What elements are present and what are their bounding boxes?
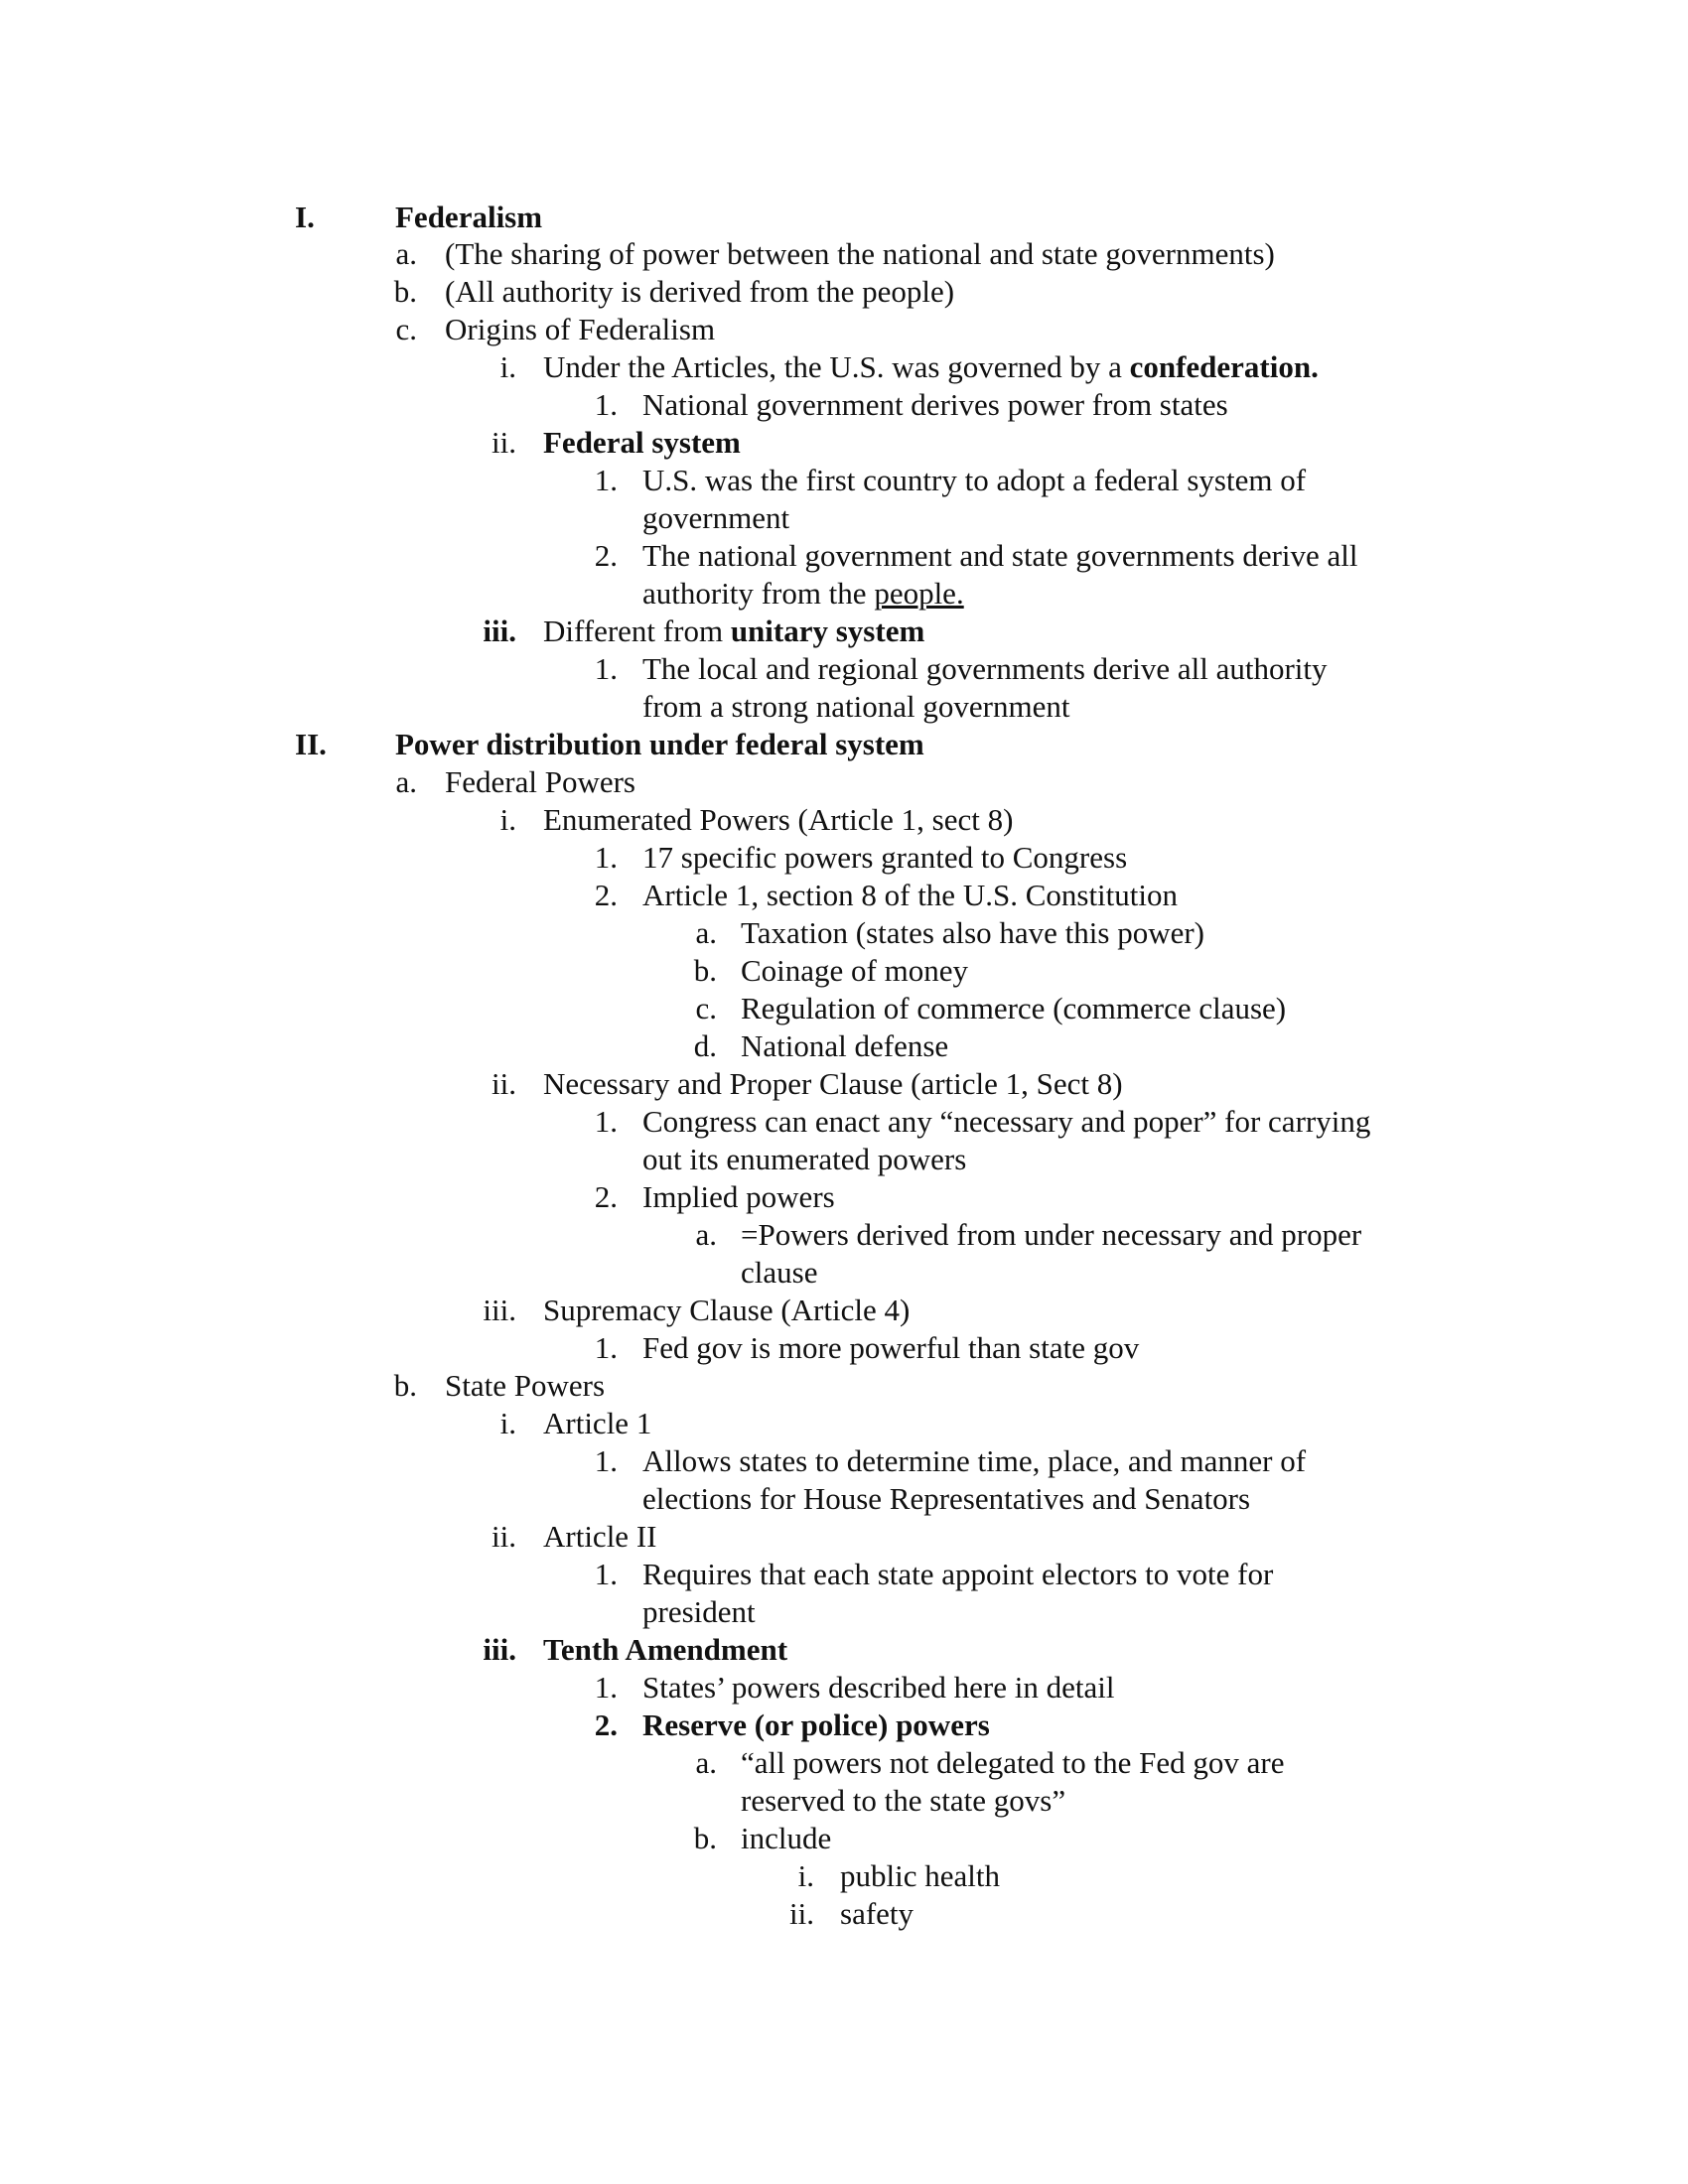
text-run: authority from the	[642, 576, 875, 611]
outline-text	[642, 1669, 1114, 1706]
outline-line	[0, 273, 1688, 311]
outline-line	[0, 462, 1688, 499]
outline-text	[642, 650, 1328, 688]
outline-marker: ii.	[789, 1896, 814, 1931]
outline-marker: a.	[695, 1217, 717, 1252]
underlined-term: people.	[874, 576, 964, 611]
outline-text	[741, 1782, 1065, 1820]
outline-text	[543, 1292, 910, 1329]
outline-marker: 1.	[594, 1443, 618, 1478]
outline-line	[0, 1782, 1688, 1820]
text-run: government	[642, 500, 790, 535]
outline-marker: 1.	[594, 840, 618, 875]
outline-line	[0, 311, 1688, 348]
outline-text	[395, 199, 542, 236]
outline-marker: ii.	[492, 1519, 516, 1554]
bold-term: Tenth Amendment	[543, 1632, 788, 1667]
text-run: Different from	[543, 614, 731, 648]
outline-text	[741, 1744, 1284, 1782]
outline-marker: b.	[393, 1368, 417, 1403]
bold-term: Reserve (or police) powers	[642, 1707, 990, 1742]
outline-marker: b.	[693, 953, 717, 988]
outline-text	[543, 1518, 656, 1556]
outline-line	[0, 839, 1688, 877]
text-run: Fed gov is more powerful than state gov	[642, 1330, 1140, 1365]
outline-line	[0, 1820, 1688, 1857]
outline-marker: I.	[295, 200, 315, 234]
outline-line	[0, 199, 1688, 236]
outline-marker: II.	[295, 727, 327, 761]
text-run: The local and regional governments derive all authority	[642, 651, 1328, 686]
outline-text	[543, 613, 924, 650]
text-run: =Powers derived from under necessary and proper	[741, 1217, 1362, 1252]
outline-line	[0, 1593, 1688, 1631]
outline-marker: a.	[395, 764, 417, 799]
outline-marker: 1.	[594, 1330, 618, 1365]
outline-line	[0, 1141, 1688, 1178]
outline-marker: a.	[695, 1745, 717, 1780]
outline-line	[0, 1254, 1688, 1292]
outline-line	[0, 1065, 1688, 1103]
outline-text	[642, 1556, 1273, 1593]
outline-line	[0, 952, 1688, 990]
outline-line	[0, 1216, 1688, 1254]
outline-text	[642, 877, 1178, 914]
text-run: (The sharing of power between the national and state governments)	[445, 236, 1275, 271]
outline-text	[642, 688, 1069, 726]
outline-marker: b.	[393, 274, 417, 309]
outline-marker: 2.	[594, 878, 618, 912]
outline-line	[0, 1631, 1688, 1669]
outline-marker: ii.	[492, 425, 516, 460]
outline-line	[0, 499, 1688, 537]
outline-text	[445, 1367, 605, 1405]
outline-marker: c.	[395, 312, 417, 346]
text-run: National defense	[741, 1028, 949, 1063]
outline-text	[642, 1706, 990, 1744]
outline-line	[0, 1103, 1688, 1141]
outline-marker: i.	[499, 802, 516, 837]
outline-line	[0, 1292, 1688, 1329]
text-run: Regulation of commerce (commerce clause)	[741, 991, 1287, 1025]
text-run: Enumerated Powers (Article 1, sect 8)	[543, 802, 1014, 837]
text-run: National government derives power from states	[642, 387, 1228, 422]
outline-marker: c.	[695, 991, 717, 1025]
outline-text	[741, 1216, 1361, 1254]
outline-line	[0, 348, 1688, 386]
text-run: U.S. was the first country to adopt a federal system of	[642, 463, 1307, 497]
outline-text	[543, 1065, 1123, 1103]
outline-line	[0, 1744, 1688, 1782]
outline-text	[642, 1480, 1250, 1518]
text-run: Congress can enact any “necessary and poper” for carrying	[642, 1104, 1371, 1139]
outline-line	[0, 1405, 1688, 1442]
outline-line	[0, 575, 1688, 613]
outline-text	[642, 1329, 1139, 1367]
outline-line	[0, 877, 1688, 914]
outline-text	[543, 424, 741, 462]
text-run: Article 1, section 8 of the U.S. Constitution	[642, 878, 1179, 912]
text-run: Necessary and Proper Clause (article 1, Sect 8)	[543, 1066, 1123, 1101]
outline-line	[0, 1706, 1688, 1744]
outline-text	[642, 575, 964, 613]
outline-text	[543, 348, 1319, 386]
outline-line	[0, 1518, 1688, 1556]
text-run: reserved to the state govs”	[741, 1783, 1066, 1818]
outline-line	[0, 1556, 1688, 1593]
outline-text	[395, 726, 924, 763]
outline-text	[840, 1895, 914, 1933]
text-run: out its enumerated powers	[642, 1142, 967, 1176]
outline-text	[741, 1027, 948, 1065]
text-run: “all powers not delegated to the Fed gov are	[741, 1745, 1285, 1780]
outline-text	[741, 952, 968, 990]
text-run: safety	[840, 1896, 914, 1931]
text-run: clause	[741, 1255, 818, 1290]
outline-line	[0, 990, 1688, 1027]
outline-text	[741, 1820, 831, 1857]
outline-line	[0, 1857, 1688, 1895]
outline-text	[642, 1141, 966, 1178]
text-run: (All authority is derived from the people)	[445, 274, 955, 309]
outline-line	[0, 424, 1688, 462]
outline-marker: 2.	[594, 538, 618, 573]
outline-marker: 2.	[594, 1179, 618, 1214]
text-run: Article II	[543, 1519, 657, 1554]
text-run: Coinage of money	[741, 953, 969, 988]
outline-line	[0, 688, 1688, 726]
outline-marker: a.	[395, 236, 417, 271]
outline-line	[0, 235, 1688, 273]
outline-line	[0, 1442, 1688, 1480]
outline-text	[642, 462, 1306, 499]
text-run: public health	[840, 1858, 1000, 1893]
text-run: States’ powers described here in detail	[642, 1670, 1115, 1705]
outline-marker: d.	[693, 1028, 717, 1063]
outline-text	[445, 235, 1275, 273]
outline-marker: 1.	[594, 1104, 618, 1139]
outline-text	[642, 1103, 1370, 1141]
bold-term: unitary system	[730, 614, 925, 648]
outline-text	[445, 763, 635, 801]
text-run: Article 1	[543, 1406, 652, 1440]
outline-text	[543, 801, 1013, 839]
outline-marker: i.	[499, 349, 516, 384]
text-run: The national government and state governments derive all	[642, 538, 1358, 573]
outline-line	[0, 763, 1688, 801]
outline-line	[0, 1027, 1688, 1065]
outline-line	[0, 1178, 1688, 1216]
outline-marker: iii.	[483, 1293, 516, 1327]
outline-line	[0, 650, 1688, 688]
outline-marker: b.	[693, 1821, 717, 1855]
text-run: Taxation (states also have this power)	[741, 915, 1204, 950]
text-run: elections for House Representatives and Senators	[642, 1481, 1251, 1516]
outline-text	[840, 1857, 1000, 1895]
outline-text	[642, 1178, 835, 1216]
text-run: Implied powers	[642, 1179, 835, 1214]
outline-line	[0, 1329, 1688, 1367]
outline-text	[741, 990, 1286, 1027]
outline-line	[0, 1669, 1688, 1706]
outline-marker: 1.	[594, 387, 618, 422]
outline-text	[642, 386, 1228, 424]
outline-line	[0, 1895, 1688, 1933]
outline-text	[642, 1442, 1306, 1480]
text-run: Origins of Federalism	[445, 312, 716, 346]
outline-marker: iii.	[483, 614, 516, 648]
outline-line	[0, 801, 1688, 839]
text-run: president	[642, 1594, 756, 1629]
outline-marker: 1.	[594, 1670, 618, 1705]
outline-line	[0, 914, 1688, 952]
outline-marker: a.	[695, 915, 717, 950]
outline-text	[543, 1405, 651, 1442]
text-run: 17 specific powers granted to Congress	[642, 840, 1128, 875]
outline-marker: iii.	[483, 1632, 516, 1667]
outline-marker: 2.	[594, 1707, 618, 1742]
outline-line	[0, 537, 1688, 575]
outline-text	[543, 1631, 787, 1669]
outline-line	[0, 386, 1688, 424]
outline-marker: 1.	[594, 463, 618, 497]
outline-text	[445, 273, 954, 311]
text-run: Federal Powers	[445, 764, 635, 799]
outline-text	[642, 499, 789, 537]
outline-line	[0, 613, 1688, 650]
text-run: State Powers	[445, 1368, 606, 1403]
outline-text	[445, 311, 715, 348]
outline-marker: i.	[499, 1406, 516, 1440]
bold-term: Power distribution under federal system	[395, 727, 924, 761]
outline-text	[642, 839, 1127, 877]
text-run: include	[741, 1821, 832, 1855]
bold-term: confederation.	[1129, 349, 1319, 384]
outline-line	[0, 1480, 1688, 1518]
outline-line	[0, 1367, 1688, 1405]
text-run: Allows states to determine time, place, and manner of	[642, 1443, 1307, 1478]
outline-marker: 1.	[594, 651, 618, 686]
outline-text	[642, 537, 1358, 575]
outline-text	[642, 1593, 756, 1631]
text-run: Requires that each state appoint electors to vote for	[642, 1557, 1274, 1591]
text-run: Supremacy Clause (Article 4)	[543, 1293, 911, 1327]
bold-term: Federal system	[543, 425, 741, 460]
bold-term: Federalism	[395, 200, 543, 234]
outline-marker: 1.	[594, 1557, 618, 1591]
text-run: from a strong national government	[642, 689, 1070, 724]
outline-line	[0, 726, 1688, 763]
outline-marker: i.	[797, 1858, 814, 1893]
outline-text	[741, 914, 1204, 952]
text-run: Under the Articles, the U.S. was governed by a	[543, 349, 1130, 384]
outline-marker: ii.	[492, 1066, 516, 1101]
outline-text	[741, 1254, 817, 1292]
